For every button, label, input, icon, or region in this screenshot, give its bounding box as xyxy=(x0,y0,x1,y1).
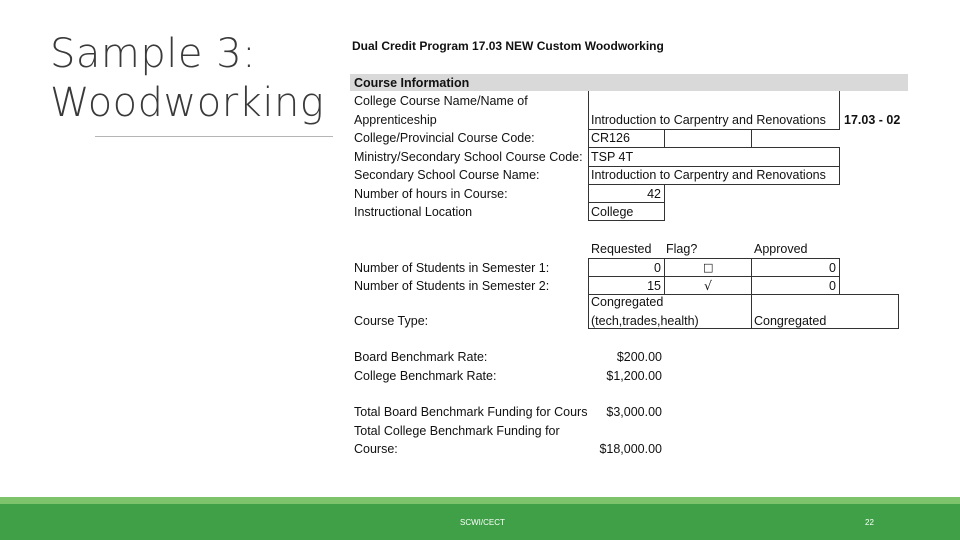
label-secondary-name: Secondary School Course Name: xyxy=(354,168,540,182)
section-title: Course Information xyxy=(354,76,470,90)
label-course-code: College/Provincial Course Code: xyxy=(354,131,535,145)
label-course-name-1: College Course Name/Name of xyxy=(354,94,528,108)
col-approved: Approved xyxy=(754,242,808,256)
label-location: Instructional Location xyxy=(354,205,473,219)
col-requested: Requested xyxy=(591,242,652,256)
slide-title-line2: Woodworking xyxy=(50,80,325,126)
s1-requested: 0 xyxy=(654,261,661,275)
label-college-rate: College Benchmark Rate: xyxy=(354,369,497,383)
value-course-code: CR126 xyxy=(591,131,630,145)
label-course-type: Course Type: xyxy=(354,314,429,328)
grid-line xyxy=(588,220,665,221)
s1-flag-checkbox: □ xyxy=(703,261,714,274)
label-ministry-code: Ministry/Secondary School Course Code: xyxy=(354,150,583,164)
value-total-board: $3,000.00 xyxy=(606,405,662,419)
page-number: 22 xyxy=(865,518,874,527)
label-total-board: Total Board Benchmark Funding for Cours xyxy=(354,405,588,419)
label-total-college-1: Total College Benchmark Funding for xyxy=(354,424,560,438)
footer-label: SCWI/CECT xyxy=(460,518,505,527)
type-requested-2: (tech,trades,health) xyxy=(591,314,699,328)
label-total-college-2: Course: xyxy=(354,442,398,456)
grid-line xyxy=(588,258,840,259)
sheet-heading: Dual Credit Program 17.03 NEW Custom Woodworking xyxy=(352,39,664,53)
spreadsheet-image xyxy=(348,30,910,470)
s2-flag-check: √ xyxy=(704,278,712,293)
grid-line xyxy=(588,147,840,148)
col-flag: Flag? xyxy=(666,242,698,256)
value-hours: 42 xyxy=(647,187,661,201)
value-ministry-code: TSP 4T xyxy=(591,150,634,164)
value-course-name: Introduction to Carpentry and Renovations xyxy=(591,113,826,127)
type-requested-1: Congregated xyxy=(591,295,664,309)
slide-title-line1: Sample 3: xyxy=(50,31,257,77)
value-total-college: $18,000.00 xyxy=(599,442,662,456)
s1-approved: 0 xyxy=(829,261,836,275)
footer-stripe xyxy=(0,497,960,504)
value-college-rate: $1,200.00 xyxy=(606,369,662,383)
label-students-s2: Number of Students in Semester 2: xyxy=(354,279,550,293)
label-course-name-2: Apprenticeship xyxy=(354,113,437,127)
grid-line xyxy=(664,129,665,148)
grid-line xyxy=(751,129,752,148)
grid-line xyxy=(664,258,665,295)
value-program-code: 17.03 - 02 xyxy=(844,113,901,127)
type-approved: Congregated xyxy=(754,314,827,328)
grid-line xyxy=(588,202,665,203)
s2-requested: 15 xyxy=(647,279,661,293)
value-board-rate: $200.00 xyxy=(616,350,662,364)
value-secondary-name: Introduction to Carpentry and Renovations xyxy=(591,168,826,182)
label-students-s1: Number of Students in Semester 1: xyxy=(354,261,550,275)
value-location: College xyxy=(591,205,634,219)
label-board-rate: Board Benchmark Rate: xyxy=(354,350,488,364)
grid-line xyxy=(839,91,840,129)
slide-title xyxy=(50,30,330,128)
grid-line xyxy=(588,276,840,277)
grid-line xyxy=(588,184,840,185)
grid-line xyxy=(751,258,752,329)
title-underline xyxy=(95,136,333,137)
label-hours: Number of hours in Course: xyxy=(354,187,508,201)
grid-line xyxy=(588,258,589,329)
s2-approved: 0 xyxy=(829,279,836,293)
grid-line xyxy=(898,294,899,329)
grid-line xyxy=(588,91,589,220)
grid-line xyxy=(839,258,840,295)
